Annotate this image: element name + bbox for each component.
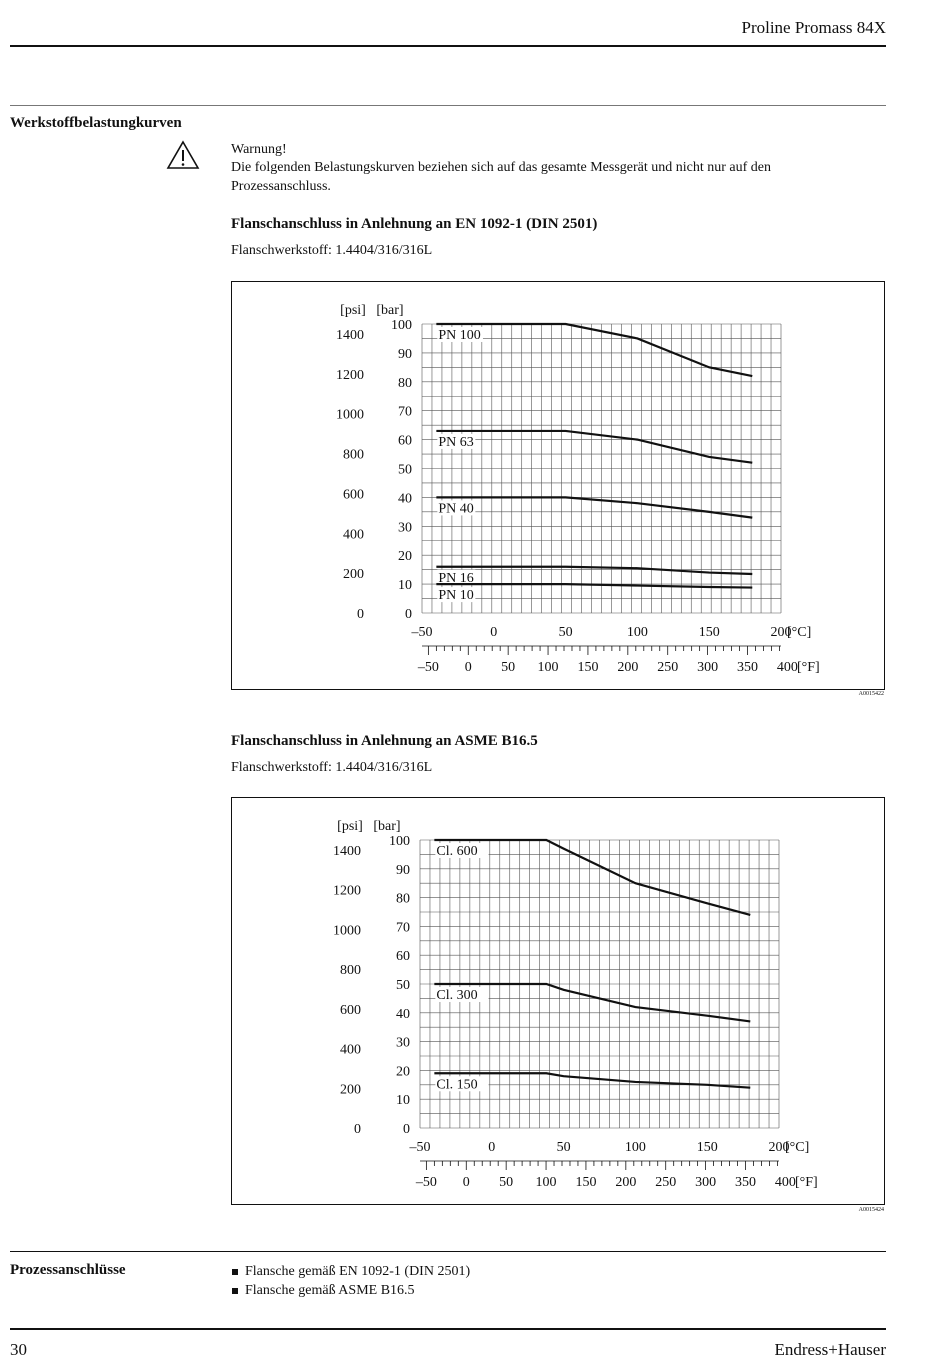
chart2-svg (232, 798, 884, 1204)
x2-tick-label-fahrenheit: –50 (417, 660, 439, 675)
y2-tick-label-psi: 200 (340, 1082, 361, 1098)
x2-tick-label-fahrenheit: 150 (575, 1175, 597, 1190)
series-line (436, 324, 752, 376)
chart1-material: Flanschwerkstoff: 1.4404/316/316L (231, 243, 433, 258)
footer-rule (10, 1328, 886, 1330)
x-tick-label-celsius: 0 (490, 625, 498, 640)
x2-tick-label-fahrenheit: 50 (499, 1175, 514, 1190)
x2-tick-label-fahrenheit: 300 (697, 660, 719, 675)
chart2-heading: Flanschanschluss in Anlehnung an ASME B16.5 (231, 733, 538, 749)
x-tick-label-celsius: –50 (409, 1140, 431, 1155)
y2-tick-label-psi: 200 (343, 567, 364, 583)
chart1-frame (231, 281, 885, 690)
x-tick-label-celsius: 50 (558, 625, 573, 640)
x-axis-label-celsius: [°C] (787, 625, 812, 640)
x-tick-label-celsius: 200 (770, 625, 792, 640)
x2-tick-label-fahrenheit: 350 (734, 1175, 756, 1190)
series-label: PN 63 (438, 434, 474, 450)
x-tick-label-celsius: 100 (624, 1140, 646, 1155)
process-connections-list (231, 1262, 470, 1300)
y-axis-label-bar: [bar] (376, 303, 404, 318)
section-heading-werkstoff: Werkstoffbelastungkurven (10, 115, 182, 131)
y2-tick-label-psi: 0 (354, 1122, 361, 1137)
y-axis-label-bar: [bar] (373, 819, 401, 834)
y-tick-label-bar: 100 (391, 318, 412, 333)
series-label: Cl. 600 (436, 844, 478, 859)
x-tick-label-celsius: –50 (411, 625, 433, 640)
y-tick-label-bar: 60 (396, 949, 410, 965)
footer-brand: Endress+Hauser (774, 1340, 886, 1359)
fahrenheit-axis (422, 646, 781, 655)
y-tick-label-bar: 50 (398, 462, 412, 478)
y2-axis-label-psi: [psi] (337, 819, 363, 834)
warning-text-line1: Die folgenden Belastungskurven beziehen sich auf das gesamte Messgerät und nicht nur auf den (231, 160, 771, 175)
footer-page-number: 30 (10, 1340, 27, 1359)
y2-tick-label-psi: 1400 (333, 844, 361, 860)
y-tick-label-bar: 70 (396, 920, 410, 936)
series-label: Cl. 150 (436, 1077, 478, 1093)
x2-axis-label-fahrenheit: [°F] (797, 660, 820, 675)
list-item: Flansche gemäß EN 1092-1 (DIN 2501) (231, 1262, 470, 1281)
series-label: PN 100 (438, 328, 481, 343)
x-tick-label-celsius: 100 (626, 625, 648, 640)
x2-tick-label-fahrenheit: 300 (695, 1175, 717, 1190)
x2-tick-label-fahrenheit: 0 (462, 1175, 470, 1190)
y-tick-label-bar: 0 (405, 607, 412, 622)
x2-axis-label-fahrenheit: [°F] (795, 1175, 818, 1190)
y-tick-label-bar: 50 (396, 978, 410, 993)
y-tick-label-bar: 30 (396, 1035, 410, 1051)
x2-tick-label-fahrenheit: 250 (655, 1175, 677, 1190)
y2-axis-label-psi: [psi] (340, 303, 366, 318)
y2-tick-label-psi: 800 (340, 963, 361, 979)
y-tick-label-bar: 100 (389, 834, 410, 849)
y2-tick-label-psi: 600 (340, 1002, 361, 1018)
y-tick-label-bar: 40 (398, 491, 412, 507)
y-tick-label-bar: 30 (398, 520, 412, 536)
x-tick-label-celsius: 50 (556, 1140, 571, 1155)
header-product: Proline Promass 84X (741, 18, 886, 37)
x-axis-label-celsius: [°C] (785, 1140, 810, 1155)
series-line (436, 431, 752, 463)
series-label: PN 40 (438, 501, 474, 517)
y-tick-label-bar: 20 (396, 1064, 410, 1080)
y-tick-label-bar: 70 (398, 404, 412, 420)
chart1-figure-code: A0015422 (858, 691, 884, 697)
y-tick-label-bar: 90 (398, 346, 412, 362)
y-tick-label-bar: 80 (398, 375, 412, 391)
chart2-material: Flanschwerkstoff: 1.4404/316/316L (231, 760, 433, 775)
warning-title: Warnung! (231, 142, 287, 157)
y-tick-label-bar: 40 (396, 1006, 410, 1022)
section-rule (10, 105, 886, 106)
x2-tick-label-fahrenheit: –50 (415, 1175, 437, 1190)
chart2-frame (231, 797, 885, 1205)
y2-tick-label-psi: 1200 (336, 367, 364, 383)
x2-tick-label-fahrenheit: 0 (464, 660, 472, 675)
y-tick-label-bar: 10 (396, 1093, 410, 1109)
y2-tick-label-psi: 600 (343, 487, 364, 503)
y2-tick-label-psi: 0 (357, 607, 364, 622)
list-item: Flansche gemäß ASME B16.5 (231, 1281, 470, 1300)
x2-tick-label-fahrenheit: 50 (501, 660, 516, 675)
x-tick-label-celsius: 0 (488, 1140, 496, 1155)
fahrenheit-axis (420, 1161, 779, 1170)
x2-tick-label-fahrenheit: 350 (736, 660, 758, 675)
chart1-svg (232, 282, 884, 689)
chart2-figure-code: A0015424 (858, 1207, 884, 1213)
x2-tick-label-fahrenheit: 100 (537, 660, 559, 675)
series-label: PN 10 (438, 588, 474, 604)
y2-tick-label-psi: 800 (343, 447, 364, 463)
y2-tick-label-psi: 400 (343, 527, 364, 543)
series-line (436, 497, 752, 517)
chart-grid (422, 324, 781, 613)
y2-tick-label-psi: 1000 (336, 407, 364, 423)
x2-tick-label-fahrenheit: 200 (617, 660, 639, 675)
header-rule (10, 45, 886, 47)
x-tick-label-celsius: 150 (698, 625, 720, 640)
chart1-heading: Flanschanschluss in Anlehnung an EN 1092-1 (DIN 2501) (231, 216, 598, 232)
section-heading-prozessanschluesse: Prozessanschlüsse (10, 1262, 126, 1278)
y-tick-label-bar: 0 (403, 1122, 410, 1137)
series-label: Cl. 300 (436, 988, 478, 1003)
section2-rule (10, 1251, 886, 1252)
series-line (436, 584, 752, 587)
y2-tick-label-psi: 1000 (333, 923, 361, 939)
x2-tick-label-fahrenheit: 100 (535, 1175, 557, 1190)
x-tick-label-celsius: 200 (768, 1140, 790, 1155)
x2-tick-label-fahrenheit: 200 (615, 1175, 637, 1190)
x-tick-label-celsius: 150 (696, 1140, 718, 1155)
series-label: PN 16 (438, 570, 474, 586)
series-line (436, 567, 752, 574)
x2-tick-label-fahrenheit: 400 (776, 660, 798, 675)
x2-tick-label-fahrenheit: 150 (577, 660, 599, 675)
y-tick-label-bar: 80 (396, 891, 410, 907)
warning-text-line2: Prozessanschluss. (231, 179, 331, 194)
y2-tick-label-psi: 400 (340, 1042, 361, 1058)
y-tick-label-bar: 60 (398, 433, 412, 449)
warning-icon (166, 140, 200, 170)
y-tick-label-bar: 10 (398, 578, 412, 594)
x2-tick-label-fahrenheit: 400 (774, 1175, 796, 1190)
y2-tick-label-psi: 1200 (333, 883, 361, 899)
y-tick-label-bar: 20 (398, 549, 412, 565)
y2-tick-label-psi: 1400 (336, 328, 364, 344)
y-tick-label-bar: 90 (396, 862, 410, 878)
x2-tick-label-fahrenheit: 250 (657, 660, 679, 675)
